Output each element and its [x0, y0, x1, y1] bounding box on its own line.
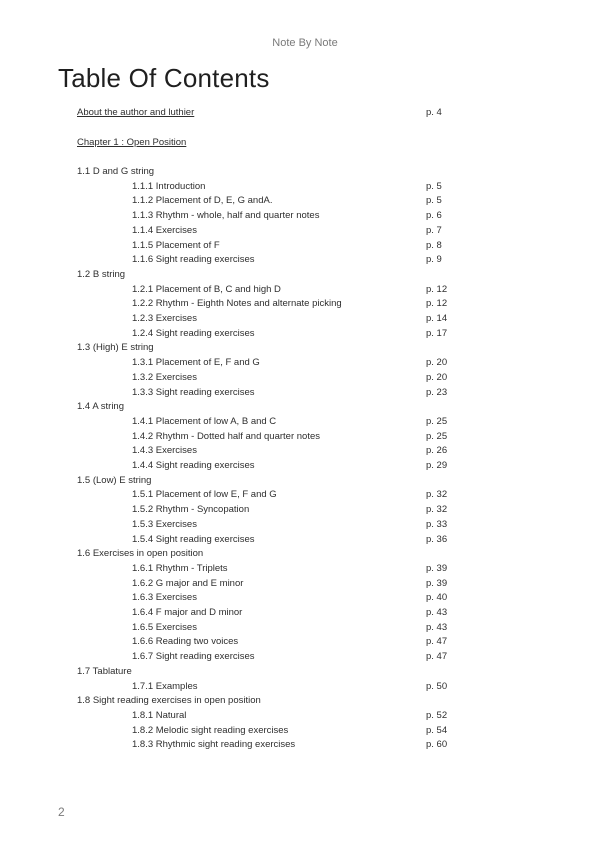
toc-entry-label: Chapter 1 : Open Position [77, 137, 187, 148]
toc-entry-label: 1.6.5 Exercises [132, 621, 197, 633]
toc-entry[interactable] [0, 591, 610, 605]
toc-section-heading[interactable] [0, 547, 610, 561]
toc-section-heading[interactable] [0, 694, 610, 708]
toc-entry[interactable] [0, 386, 610, 400]
toc-entry-label: 1.5.3 Exercises [132, 518, 197, 530]
toc-entry-page: p. 5 [426, 180, 442, 192]
toc-entry[interactable] [0, 430, 610, 444]
toc-entry-label: 1.2.2 Rhythm - Eighth Notes and alternate picking [132, 298, 342, 310]
toc-entry[interactable] [0, 518, 610, 532]
toc-entry-page: p. 54 [426, 724, 448, 736]
toc-entry-page: p. 8 [426, 239, 442, 251]
toc-entry[interactable] [0, 253, 610, 267]
toc-entry-page: p. 12 [426, 283, 448, 295]
toc-entry-page: p. 60 [426, 739, 448, 751]
toc-entry-label: 1.1.2 Placement of D, E, G andA. [132, 195, 273, 207]
toc-section-title: 1.5 (Low) E string [77, 474, 152, 486]
toc-entry-label: 1.1.6 Sight reading exercises [132, 254, 255, 266]
toc-entry-label: 1.3.2 Exercises [132, 371, 197, 383]
toc-entry-page: p. 32 [426, 504, 448, 516]
toc-section-heading[interactable] [0, 268, 610, 282]
toc-entry-page: p. 12 [426, 298, 448, 310]
toc-entry-label: 1.3.3 Sight reading exercises [132, 386, 255, 398]
toc-entry[interactable] [0, 239, 610, 253]
toc-entry-label: 1.4.2 Rhythm - Dotted half and quarter notes [132, 430, 320, 442]
toc-entry-label: 1.1.1 Introduction [132, 180, 206, 192]
toc-section-heading[interactable] [0, 400, 610, 414]
toc-entry[interactable] [0, 533, 610, 547]
toc-entry[interactable] [0, 738, 610, 752]
toc-entry-page: p. 33 [426, 518, 448, 530]
toc-entry-label: 1.5.2 Rhythm - Syncopation [132, 504, 250, 516]
toc-entry-label: About the author and luthier [77, 107, 195, 118]
toc-section-title: 1.3 (High) E string [77, 342, 154, 354]
toc-entry-label: 1.2.3 Exercises [132, 313, 197, 324]
toc-entry[interactable] [0, 327, 610, 341]
toc-entry[interactable] [0, 650, 610, 664]
toc-entry[interactable] [0, 194, 610, 208]
toc-entry[interactable] [0, 709, 610, 723]
toc-entry-page: p. 39 [426, 562, 448, 574]
toc-section-title: 1.8 Sight reading exercises in open position [77, 695, 261, 707]
toc-entry-page: p. 50 [426, 680, 448, 692]
toc-entry-label: 1.1.5 Placement of F [132, 239, 220, 251]
toc-entry[interactable] [0, 444, 610, 458]
toc-entry-label: 1.6.7 Sight reading exercises [132, 651, 255, 663]
toc-entry-page: p. 17 [426, 327, 448, 339]
toc-entry[interactable] [0, 180, 610, 194]
toc-entry[interactable] [0, 562, 610, 576]
toc-entry-page: p. 47 [426, 636, 448, 648]
toc-entry-page: p. 7 [426, 224, 442, 236]
toc-entry[interactable] [0, 459, 610, 473]
toc-entry[interactable] [0, 356, 610, 370]
toc-section-heading[interactable] [0, 474, 610, 488]
toc-entry-label: 1.8.1 Natural [132, 709, 187, 721]
toc-entry[interactable] [0, 503, 610, 517]
toc-section-title: 1.1 D and G string [77, 166, 155, 177]
toc-entry[interactable] [0, 371, 610, 385]
toc-entry-page: p. 43 [426, 607, 448, 618]
toc-entry-about[interactable] [0, 106, 610, 120]
toc-entry[interactable] [0, 488, 610, 502]
toc-entry-page: p. 39 [426, 577, 448, 589]
toc-entry-page: p. 6 [426, 210, 442, 222]
toc-section-title: 1.2 B string [77, 268, 126, 280]
toc-entry-label: 1.6.3 Exercises [132, 592, 197, 604]
page-number: 2 [58, 805, 65, 819]
toc-section-heading[interactable] [0, 341, 610, 355]
toc-entry-page: p. 47 [426, 651, 448, 663]
toc-entry-page: p. 4 [426, 107, 442, 118]
toc-entry-label: 1.2.1 Placement of B, C and high D [132, 283, 281, 295]
toc-entry-page: p. 36 [426, 533, 448, 545]
toc-entry[interactable] [0, 621, 610, 635]
toc-entry[interactable] [0, 312, 610, 326]
toc-entry[interactable] [0, 635, 610, 649]
toc-entry[interactable] [0, 209, 610, 223]
toc-entry-page: p. 52 [426, 709, 448, 721]
toc-entry-page: p. 9 [426, 254, 442, 266]
page-title: Table Of Contents [58, 63, 270, 93]
toc-entry-label: 1.7.1 Examples [132, 680, 198, 692]
toc-section-heading[interactable] [0, 665, 610, 679]
toc-section-heading[interactable] [0, 165, 610, 179]
toc-entry-page: p. 14 [426, 313, 448, 324]
toc-entry-label: 1.1.3 Rhythm - whole, half and quarter notes [132, 210, 320, 222]
toc-entry-label: 1.4.3 Exercises [132, 445, 197, 457]
toc-entry-label: 1.4.1 Placement of low A, B and C [132, 415, 277, 427]
toc-entry-label: 1.8.3 Rhythmic sight reading exercises [132, 739, 296, 751]
toc-entry-label: 1.6.4 F major and D minor [132, 607, 243, 618]
toc-entry[interactable] [0, 680, 610, 694]
toc-entry-page: p. 43 [426, 621, 448, 633]
toc-entry-page: p. 26 [426, 445, 448, 457]
toc-entry-page: p. 29 [426, 460, 448, 471]
toc-entry-label: 1.5.4 Sight reading exercises [132, 533, 255, 545]
toc-entry-label: 1.1.4 Exercises [132, 224, 197, 236]
toc-entry-page: p. 5 [426, 195, 442, 207]
toc-entry-label: 1.6.6 Reading two voices [132, 636, 239, 648]
toc-entry-label: 1.5.1 Placement of low E, F and G [132, 489, 277, 501]
toc-entry[interactable] [0, 606, 610, 620]
toc-entry-page: p. 23 [426, 386, 448, 398]
toc-section-title: 1.6 Exercises in open position [77, 548, 204, 560]
toc-entry-page: p. 20 [426, 357, 448, 369]
toc-section-title: 1.7 Tablature [77, 665, 132, 677]
toc-entry-label: 1.3.1 Placement of E, F and G [132, 357, 260, 369]
toc-entry[interactable] [0, 224, 610, 238]
toc-entry-page: p. 40 [426, 592, 448, 604]
toc-entry-page: p. 20 [426, 371, 448, 383]
toc-entry[interactable] [0, 577, 610, 591]
toc-entry-label: 1.8.2 Melodic sight reading exercises [132, 724, 289, 736]
toc-entry[interactable] [0, 415, 610, 429]
toc-entry-page: p. 25 [426, 415, 448, 427]
toc-entry-label: 1.6.2 G major and E minor [132, 577, 244, 589]
toc-entry-page: p. 25 [426, 430, 448, 442]
toc-entry-label: 1.6.1 Rhythm - Triplets [132, 562, 228, 574]
toc-entry[interactable] [0, 724, 610, 738]
toc-entry-page: p. 32 [426, 489, 448, 501]
toc-entry-label: 1.2.4 Sight reading exercises [132, 327, 255, 339]
toc-entry-label: 1.4.4 Sight reading exercises [132, 460, 255, 471]
toc-section-title: 1.4 A string [77, 401, 125, 413]
toc-entry[interactable] [0, 297, 610, 311]
running-header: Note By Note [272, 37, 338, 49]
toc-entry-chapter-1[interactable] [0, 136, 610, 150]
toc-entry[interactable] [0, 283, 610, 297]
